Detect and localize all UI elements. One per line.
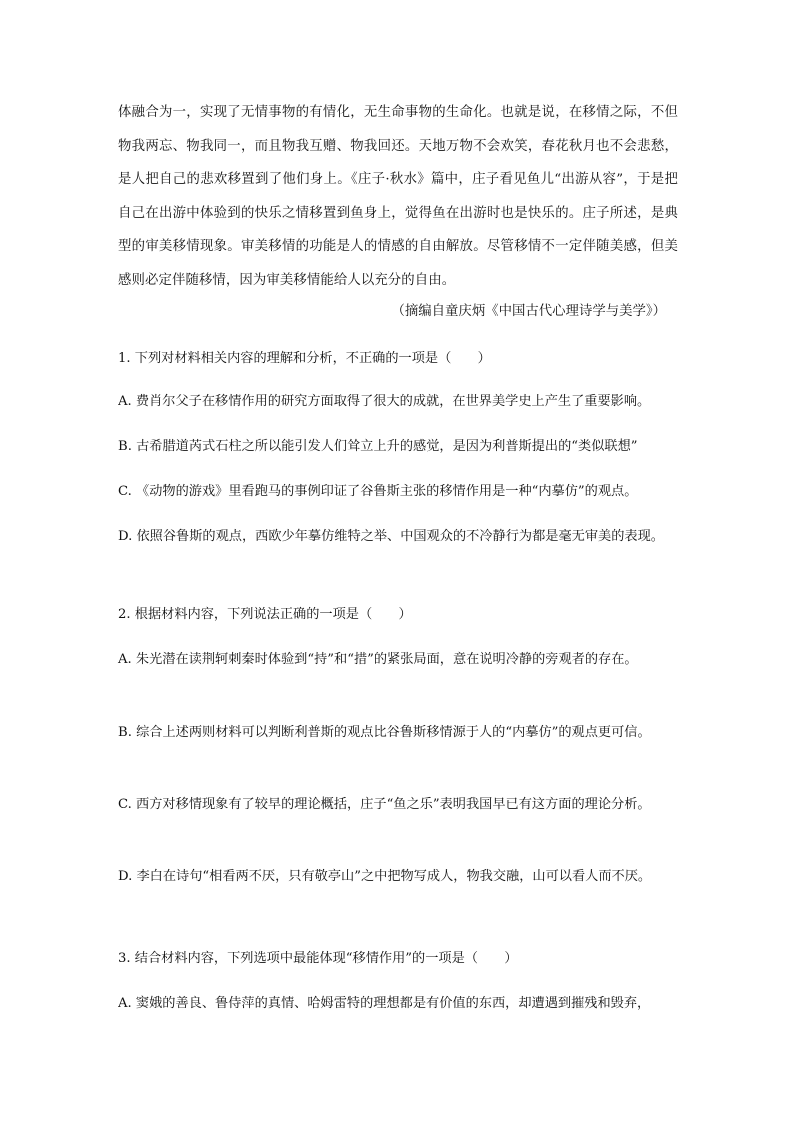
question-2-option-c: C. 西方对移情现象有了较早的理论概括，庄子“鱼之乐”表明我国早已有这方面的理论分析。 [118,797,651,812]
question-3-stem: 3. 结合材料内容，下列选项中最能体现“移情作用”的一项是（ ） [118,951,518,966]
question-3-option-a: A. 窦娥的善良、鲁侍萍的真情、哈姆雷特的理想都是有价值的东西，却遭遇到摧残和毁弃， [118,996,651,1011]
question-1-stem: 1. 下列对材料相关内容的理解和分析，不正确的一项是（ ） [118,351,491,366]
question-2-option-d: D. 李白在诗句“相看两不厌，只有敬亭山”之中把物写成人，物我交融，山可以看人而不厌。 [118,869,652,884]
question-1-option-c: C. 《动物的游戏》里看跑马的事例印证了谷鲁斯主张的移情作用是一种“内摹仿”的观点。 [118,484,638,499]
question-2-option-a: A. 朱光潜在读荆轲刺秦时体验到“持”和“措”的紧张局面，意在说明冷静的旁观者的存在。 [118,652,638,667]
question-2-stem: 2. 根据材料内容，下列说法正确的一项是（ ） [118,607,412,622]
passage-paragraph: 体融合为一，实现了无情事物的有情化，无生命事物的生命化。也就是说，在移情之际，不但物我两忘、物我同一，而且物我互赠、物我回还。天地万物不会欢笑，春花秋月也不会悲愁，是人把自己的悲欢移置到了他们身上。《庄子·秋水》篇中，庄子看见鱼儿“出游从容”，于是把自己在出游中体验到的快乐之情移置到鱼身上，觉得鱼在出游时也是快乐的。庄子所述，是典型的审美移情现象。审美移情的功能是人的情感的自由解放。尽管移情不一定伴随美感，但美感则必定伴随移情，因为审美移情能给人以充分的自由。 [118,105,678,288]
question-1-option-d: D. 依照谷鲁斯的观点，西欧少年摹仿维特之举、中国观众的不冷静行为都是毫无审美的表现。 [118,529,664,544]
question-1-option-b: B. 古希腊道芮式石柱之所以能引发人们耸立上升的感觉，是因为利普斯提出的“类似联想” [118,439,638,454]
question-2-option-b: B. 综合上述两则材料可以判断利普斯的观点比谷鲁斯移情源于人的“内摹仿”的观点更可信。 [118,725,651,740]
question-1-option-a: A. 费肖尔父子在移情作用的研究方面取得了很大的成就，在世界美学史上产生了重要影响。 [118,394,651,409]
passage-source: （摘编自童庆炳《中国古代心理诗学与美学》） [391,304,666,319]
